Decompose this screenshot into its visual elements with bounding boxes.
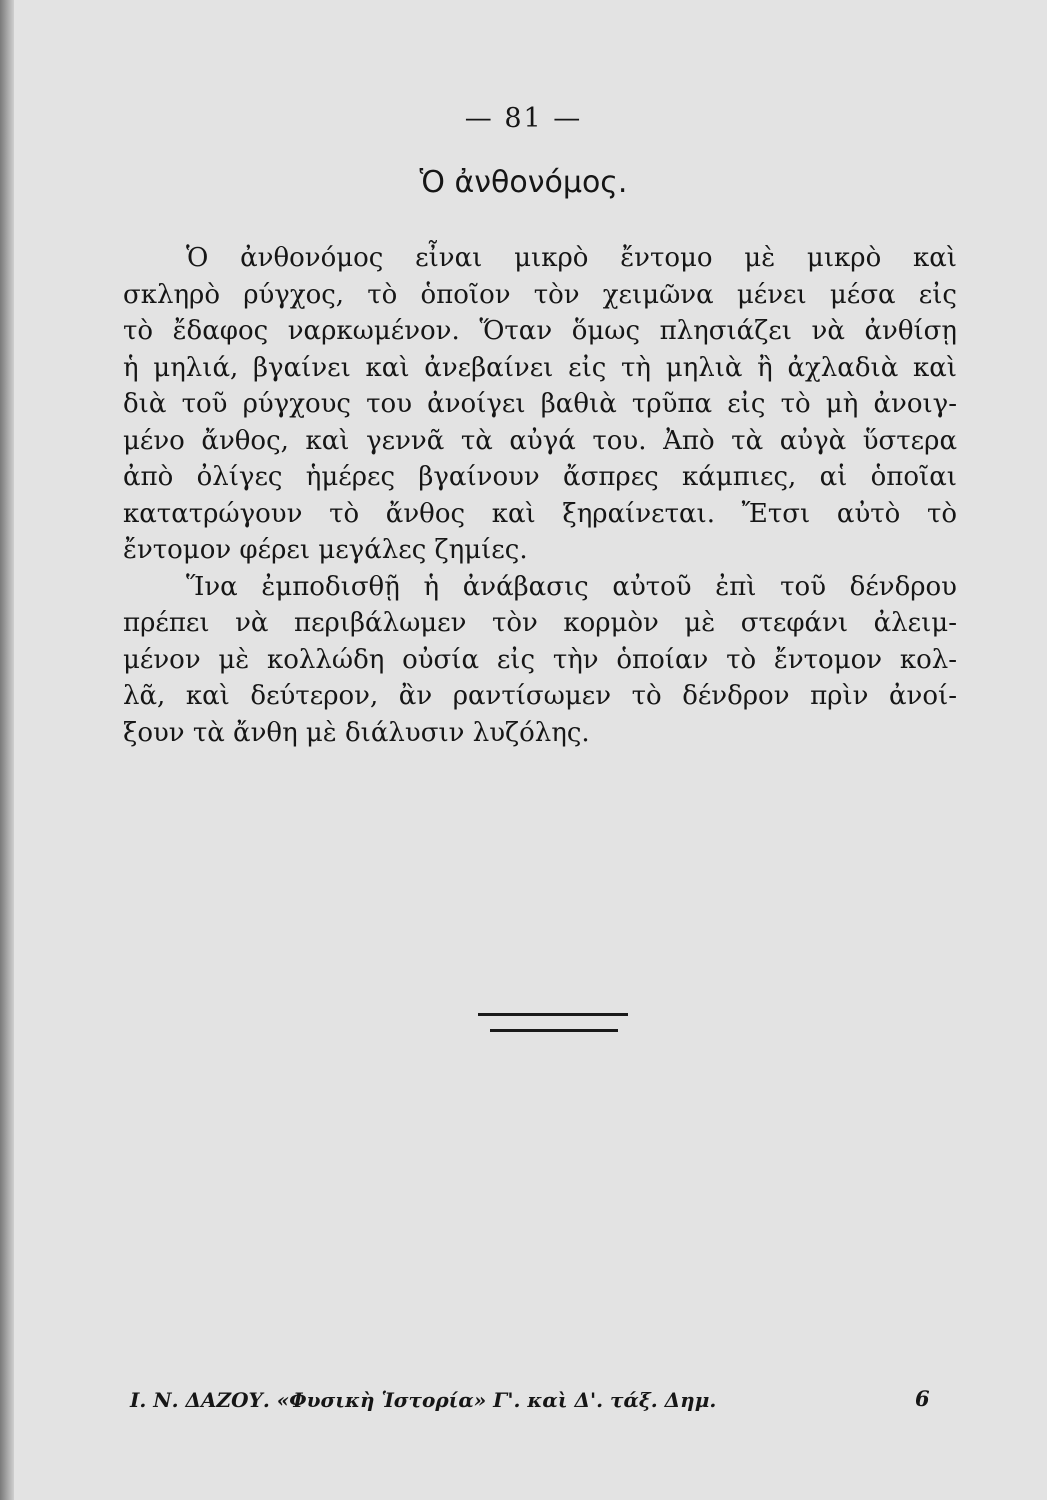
text-line: Ἵνα ἐμποδισθῇ ἡ ἀνάβασις αὐτοῦ ἐπὶ τοῦ δένδρου	[186, 571, 957, 602]
text-line: μένο ἄνθος, καὶ γεννᾶ τὰ αὐγά του. Ἀπὸ τὰ αὐγὰ ὕστερα	[123, 425, 957, 456]
paragraph-1	[123, 240, 957, 569]
page-title: Ὁ ἀνθονόμος.	[419, 165, 628, 200]
text-line: ἀπὸ ὀλίγες ἡμέρες βγαίνουν ἄσπρες κάμπιες, αἱ ὁποῖαι	[123, 462, 957, 492]
divider-rule-top	[478, 1013, 628, 1016]
text-line: ἡ μηλιά, βγαίνει καὶ ἀνεβαίνει εἰς τὴ μηλιὰ ἢ ἀχλαδιὰ καὶ	[123, 352, 957, 383]
page-number: — 81 —	[464, 103, 583, 134]
text-line: ἔντομον φέρει μεγάλες ζημίες.	[123, 535, 528, 565]
text-line: μένον μὲ κολλώδη οὐσία εἰς τὴν ὁποίαν τὸ ἔντομον κολ-	[123, 644, 957, 675]
text-line: σκληρὸ ρύγχος, τὸ ὁποῖον τὸν χειμῶνα μένει μέσα εἰς	[123, 279, 957, 310]
text-line: πρέπει νὰ περιβάλωμεν τὸν κορμὸν μὲ στεφάνι ἀλειμ-	[123, 608, 957, 638]
text-line: λᾶ, καὶ δεύτερον, ἂν ραντίσωμεν τὸ δένδρον πρὶν ἀνοί-	[123, 681, 957, 711]
footer-citation: Ι. Ν. ΔΑΖΟΥ. «Φυσικὴ Ἱστορία» Γ'. καὶ Δ'. τάξ. Δημ.	[130, 1388, 717, 1412]
page-binding-shadow	[0, 0, 14, 1500]
text-line: Ὁ ἀνθονόμος εἶναι μικρὸ ἔντομο μὲ μικρὸ καὶ	[186, 243, 957, 273]
signature-mark: 6	[915, 1386, 930, 1411]
paragraph-2	[123, 569, 957, 752]
text-line: κατατρώγουν τὸ ἄνθος καὶ ξηραίνεται. Ἔτσι αὐτὸ τὸ	[123, 498, 957, 529]
divider-rule-bottom	[490, 1029, 618, 1032]
body-text	[123, 240, 957, 751]
text-line: τὸ ἔδαφος ναρκωμένον. Ὅταν ὅμως πλησιάζει νὰ ἀνθίσῃ	[123, 316, 957, 346]
text-line: διὰ τοῦ ρύγχους του ἀνοίγει βαθιὰ τρῦπα εἰς τὸ μὴ ἀνοιγ-	[123, 389, 957, 419]
text-line: ξουν τὰ ἄνθη μὲ διάλυσιν λυζόλης.	[123, 717, 590, 748]
